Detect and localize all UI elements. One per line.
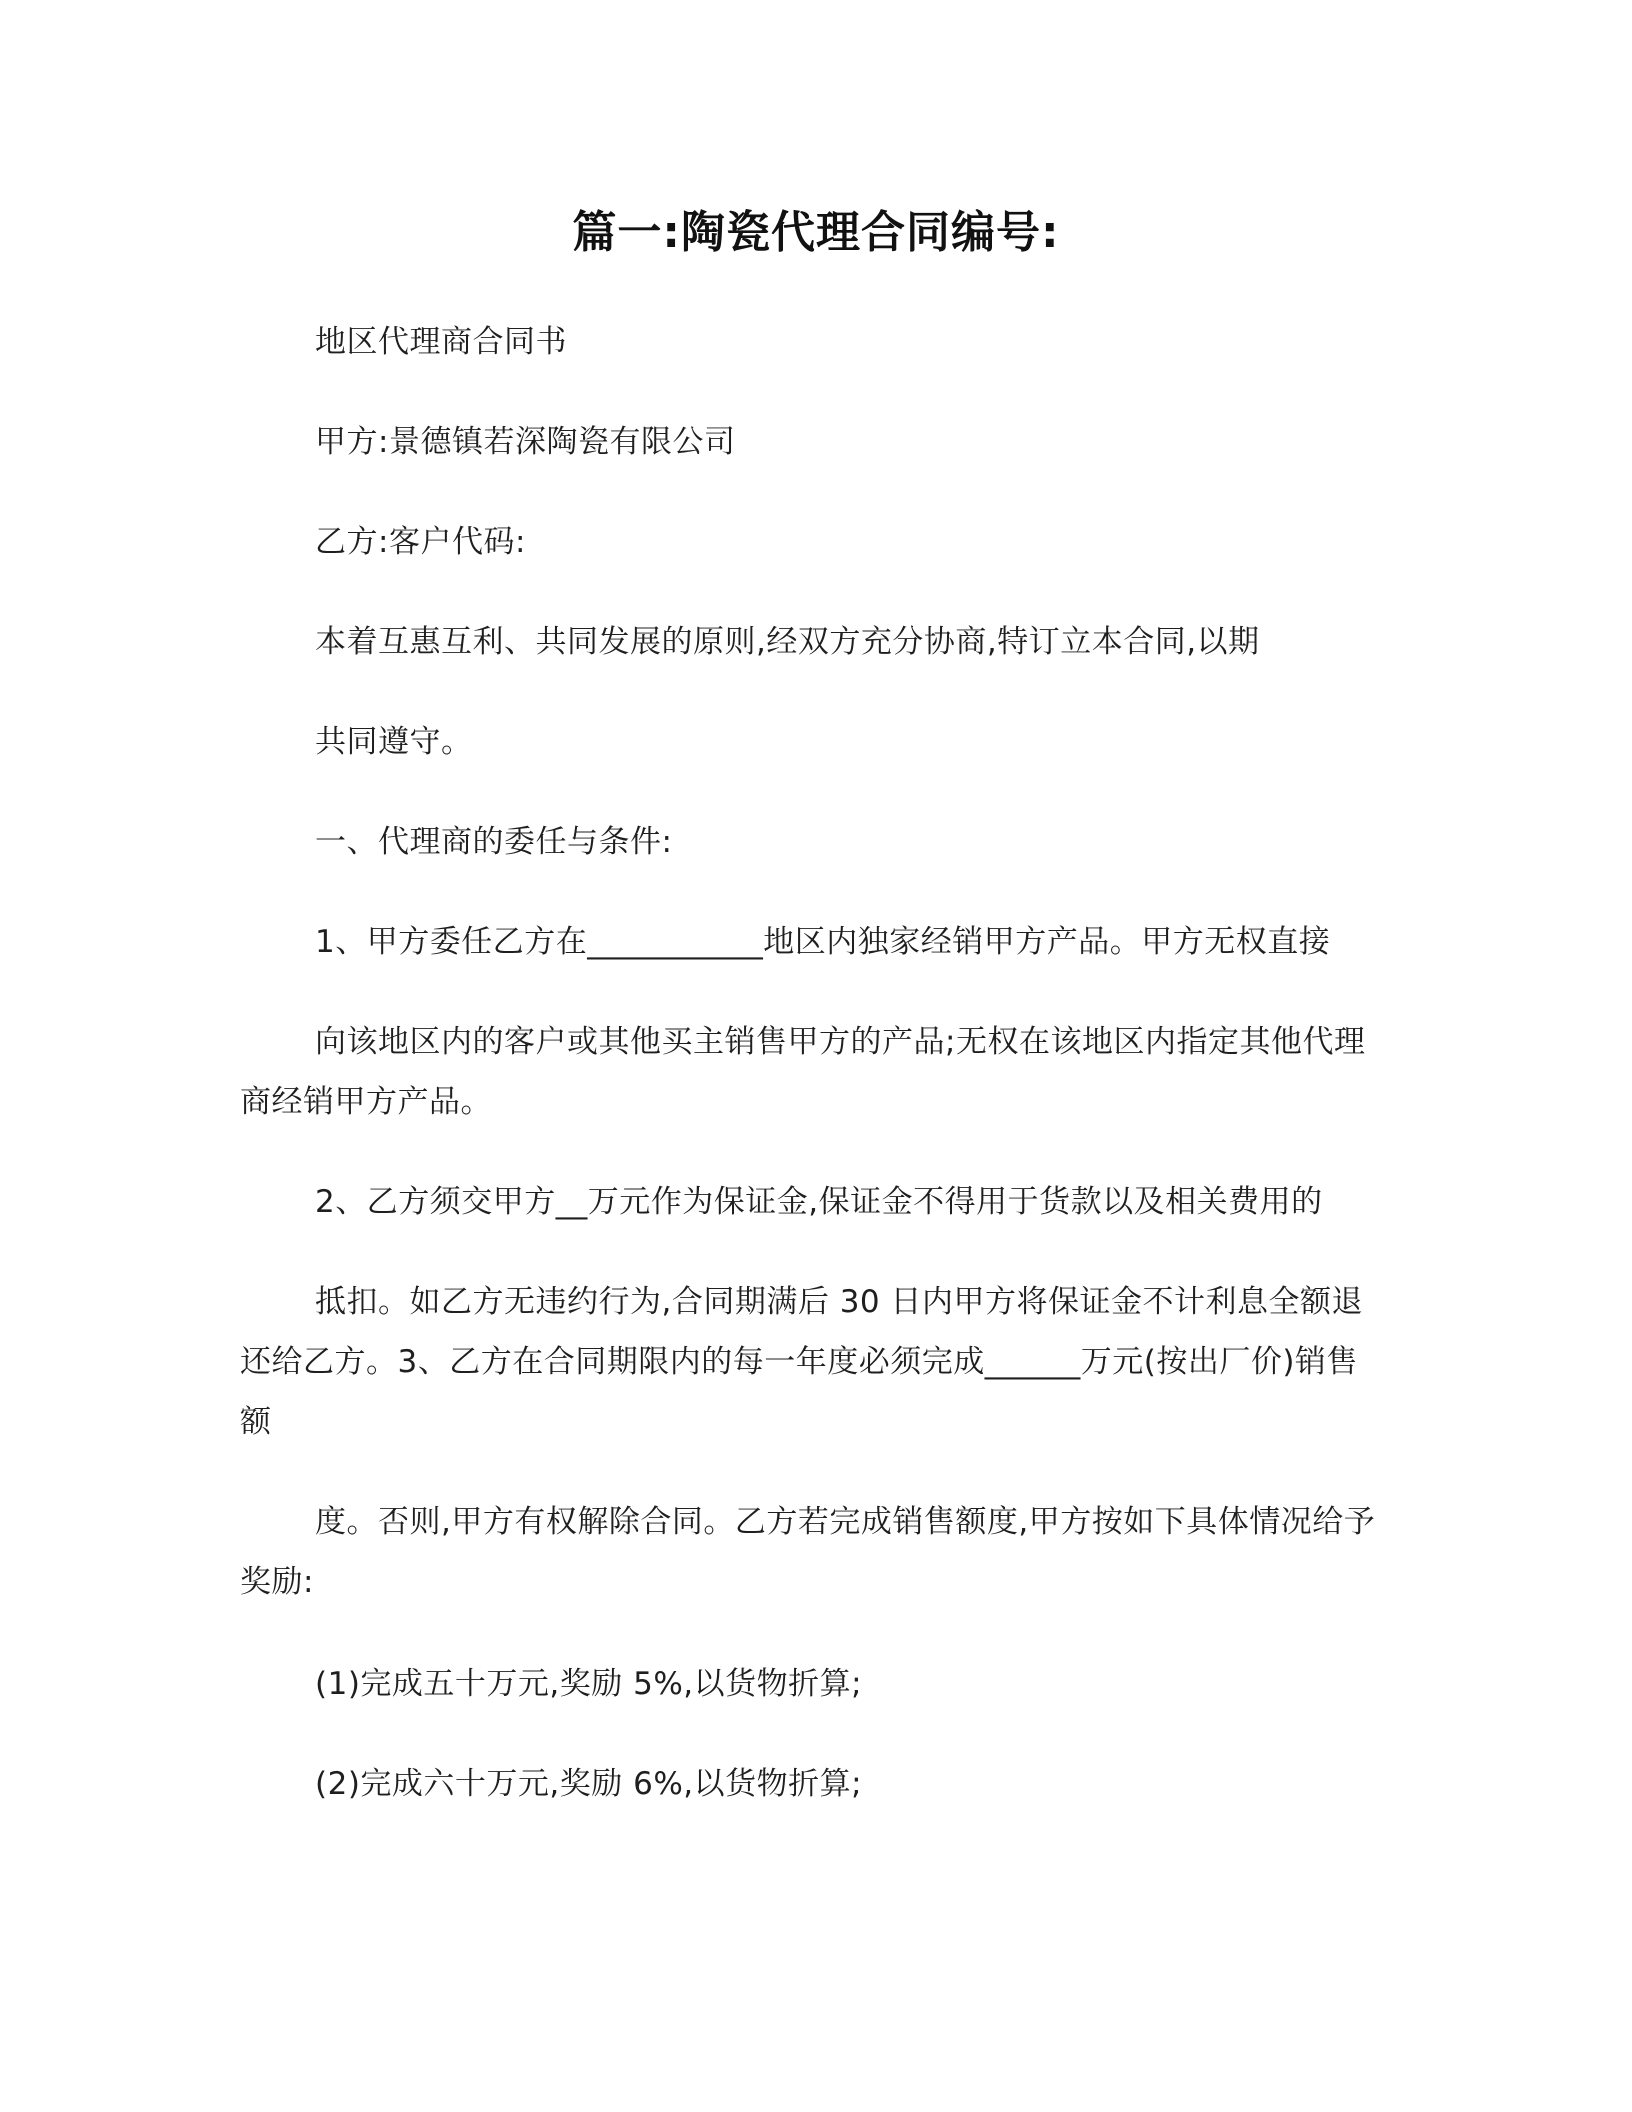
clause-2-line-1: 2、乙方须交甲方__万元作为保证金,保证金不得用于货款以及相关费用的 <box>315 1184 1323 1220</box>
preamble-line-2: 共同遵守。 <box>315 724 473 760</box>
clause-3-line-2: 奖励: <box>240 1564 314 1600</box>
clause-1-line-1: 1、甲方委任乙方在___________地区内独家经销甲方产品。甲方无权直接 <box>315 924 1331 960</box>
section-1-heading: 一、代理商的委任与条件: <box>315 824 673 860</box>
reward-item-2: (2)完成六十万元,奖励 6%,以货物折算; <box>315 1766 863 1802</box>
clause-2-line-4: 额 <box>240 1404 272 1440</box>
contract-subtitle: 地区代理商合同书 <box>315 324 567 360</box>
reward-item-1: (1)完成五十万元,奖励 5%,以货物折算; <box>315 1666 863 1702</box>
clause-1-line-2: 向该地区内的客户或其他买主销售甲方的产品;无权在该地区内指定其他代理 <box>315 1024 1366 1060</box>
document-title: 篇一:陶瓷代理合同编号: <box>572 207 1060 258</box>
clause-3-line-1: 度。否则,甲方有权解除合同。乙方若完成销售额度,甲方按如下具体情况给予 <box>315 1504 1376 1540</box>
party-a-line: 甲方:景德镇若深陶瓷有限公司 <box>315 424 736 460</box>
party-b-line: 乙方:客户代码: <box>315 524 526 560</box>
preamble-line-1: 本着互惠互利、共同发展的原则,经双方充分协商,特订立本合同,以期 <box>315 624 1260 660</box>
clause-1-line-3: 商经销甲方产品。 <box>240 1084 492 1120</box>
clause-2-line-3: 还给乙方。3、乙方在合同期限内的每一年度必须完成______万元(按出厂价)销售 <box>240 1344 1358 1380</box>
clause-2-line-2: 抵扣。如乙方无违约行为,合同期满后 30 日内甲方将保证金不计利息全额退 <box>315 1284 1364 1320</box>
